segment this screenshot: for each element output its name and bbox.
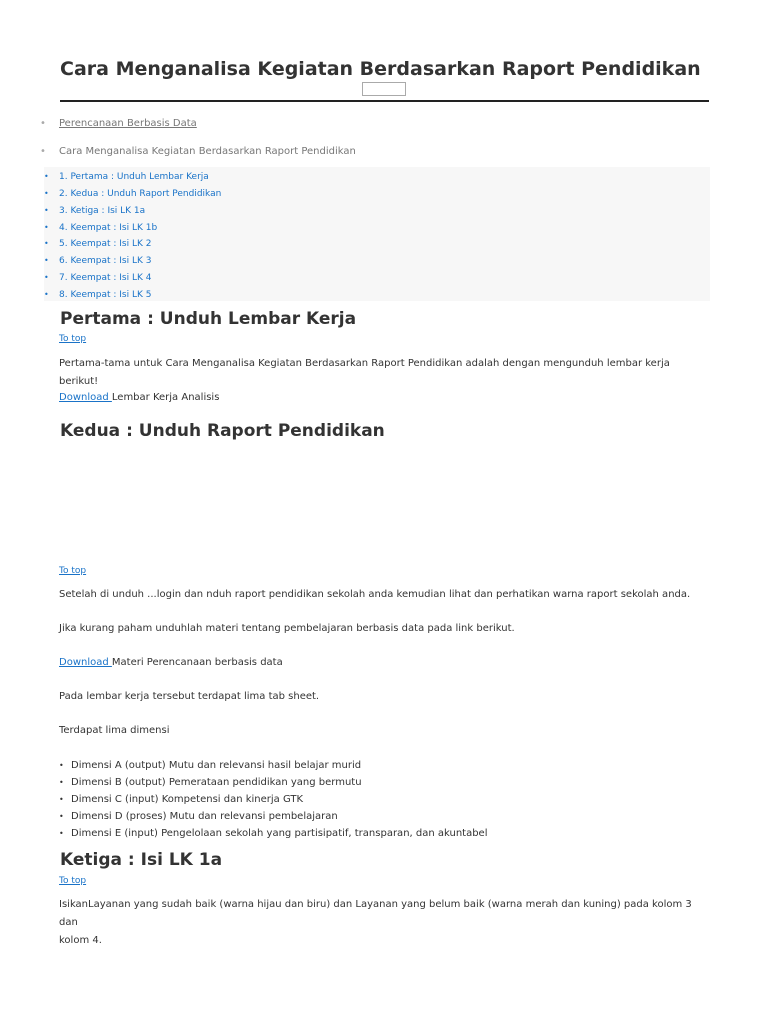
list-item: [59, 825, 488, 842]
toc-item-4[interactable]: [44, 223, 157, 233]
list-bullet: •: [59, 795, 64, 804]
section3-paragraph-line-1: IsikanLayanan yang sudah baik (warna hijau dan biru) dan Layanan yang belum baik (warna merah dan kuning) pada kolom 3 dan: [59, 899, 692, 928]
table-of-contents: [44, 167, 710, 301]
toc-link[interactable]: 4. Keempat : Isi LK 1b: [59, 223, 158, 233]
section2-paragraph-4: Terdapat lima dimensi: [59, 725, 170, 736]
list-item: [59, 774, 488, 791]
section1-paragraph: Pertama-tama untuk Cara Menganalisa Kegiatan Berdasarkan Raport Pendidikan adalah dengan mengunduh lembar kerja berikut!: [59, 358, 670, 387]
list-item-text: Dimensi C (input) Kompetensi dan kinerja GTK: [71, 794, 304, 805]
toc-link[interactable]: 1. Pertama : Unduh Lembar Kerja: [59, 172, 209, 182]
toc-link[interactable]: 7. Keempat : Isi LK 4: [59, 273, 152, 283]
section2-download-line: [59, 654, 699, 672]
list-item-text: Dimensi B (output) Pemerataan pendidikan yang bermutu: [71, 777, 362, 788]
list-bullet: •: [59, 812, 64, 821]
toc-bullet: •: [44, 273, 49, 282]
toc-item-5[interactable]: [44, 239, 151, 249]
breadcrumb-current-label: Cara Menganalisa Kegiatan Berdasarkan Raport Pendidikan: [59, 146, 356, 157]
section-heading-kedua: Kedua : Unduh Raport Pendidikan: [60, 421, 385, 441]
list-item: [59, 757, 488, 774]
toc-item-2[interactable]: [44, 189, 221, 199]
list-bullet: •: [59, 829, 64, 838]
toc-bullet: •: [44, 290, 49, 299]
to-top-link[interactable]: To top: [59, 566, 87, 576]
toc-item-7[interactable]: [44, 273, 151, 283]
toc-bullet: •: [44, 256, 49, 265]
toc-bullet: •: [44, 223, 49, 232]
section-heading-ketiga: Ketiga : Isi LK 1a: [60, 850, 223, 870]
toc-bullet: •: [44, 172, 49, 181]
breadcrumb-link-perencanaan[interactable]: Perencanaan Berbasis Data: [59, 118, 197, 129]
list-item: [59, 791, 488, 808]
toc-item-1[interactable]: [44, 172, 209, 182]
toc-item-8[interactable]: [44, 290, 151, 300]
download-link-lembar-kerja[interactable]: Download: [59, 392, 112, 403]
download-link-materi[interactable]: Download: [59, 657, 112, 668]
toc-link[interactable]: 3. Ketiga : Isi LK 1a: [59, 206, 146, 216]
list-item: [59, 808, 488, 825]
to-top-link[interactable]: To top: [59, 334, 87, 344]
download-description: Lembar Kerja Analisis: [111, 392, 220, 403]
section3-paragraph-line-2: kolom 4.: [59, 935, 102, 946]
toc-bullet: •: [44, 239, 49, 248]
section2-paragraph-3: Pada lembar kerja tersebut terdapat lima tab sheet.: [59, 691, 320, 702]
dimension-list: [59, 757, 488, 842]
section2-paragraph-2: Jika kurang paham unduhlah materi tentang pembelajaran berbasis data pada link berikut.: [59, 623, 515, 634]
toc-link[interactable]: 8. Keempat : Isi LK 5: [59, 290, 152, 300]
list-bullet: •: [59, 778, 64, 787]
list-item-text: Dimensi D (proses) Mutu dan relevansi pembelajaran: [71, 811, 338, 822]
list-item-text: Dimensi E (input) Pengelolaan sekolah yang partisipatif, transparan, dan akuntabel: [71, 828, 488, 839]
section1-download-line: [59, 389, 699, 407]
section-heading-pertama: Pertama : Unduh Lembar Kerja: [60, 309, 357, 329]
toc-bullet: •: [44, 206, 49, 215]
toc-link[interactable]: 6. Keempat : Isi LK 3: [59, 256, 152, 266]
toc-link[interactable]: 2. Kedua : Unduh Raport Pendidikan: [59, 189, 222, 199]
section2-paragraph-1: Setelah di unduh ...login dan nduh raport pendidikan sekolah anda kemudian lihat dan perhatikan warna raport sekolah anda.: [59, 589, 691, 600]
breadcrumb-item-parent: [40, 118, 197, 129]
list-item-text: Dimensi A (output) Mutu dan relevansi hasil belajar murid: [71, 760, 362, 771]
toc-item-6[interactable]: [44, 256, 151, 266]
toc-link[interactable]: 5. Keempat : Isi LK 2: [59, 239, 152, 249]
breadcrumb-bullet: •: [40, 118, 46, 129]
title-divider: [60, 100, 709, 102]
breadcrumb-bullet: •: [40, 146, 46, 157]
list-bullet: •: [59, 761, 64, 770]
title-input-box[interactable]: [362, 82, 406, 96]
to-top-link[interactable]: To top: [59, 876, 87, 886]
breadcrumb-item-current: [40, 146, 356, 157]
toc-bullet: •: [44, 189, 49, 198]
download-description: Materi Perencanaan berbasis data: [111, 657, 283, 668]
page-title: Cara Menganalisa Kegiatan Berdasarkan Raport Pendidikan: [60, 58, 701, 80]
section3-paragraph: [59, 896, 699, 950]
toc-item-3[interactable]: [44, 206, 145, 216]
